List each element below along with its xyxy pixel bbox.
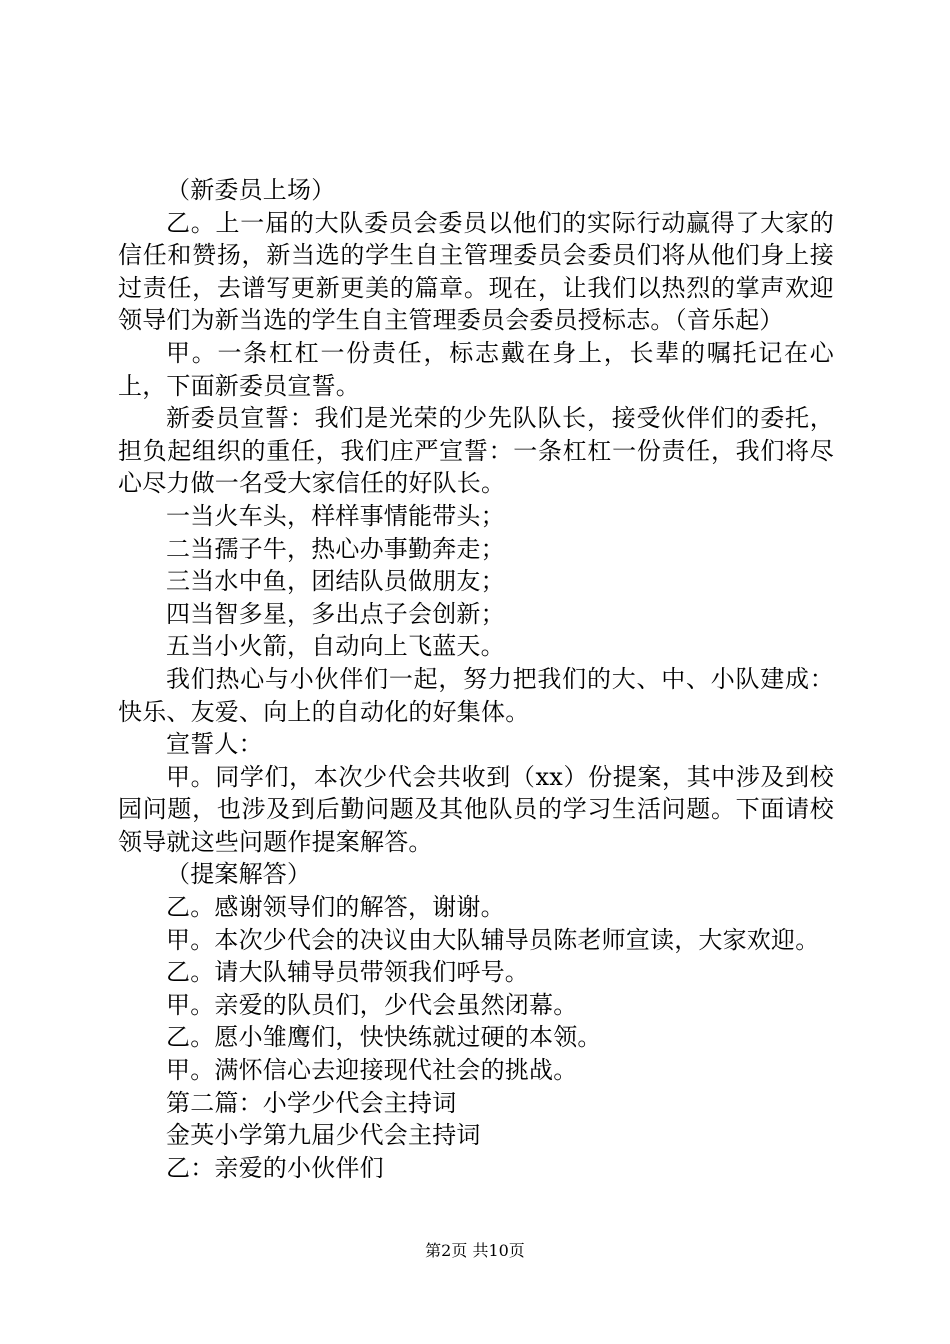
paragraph: 宣誓人： <box>166 730 263 759</box>
oath-line: 五当小火箭，自动向上飞蓝天。 <box>166 632 505 661</box>
paragraph: 乙：亲爱的小伙伴们 <box>166 1153 384 1182</box>
section-heading: 第二篇：小学少代会主持词 <box>166 1088 457 1117</box>
document-body <box>118 174 834 1184</box>
paragraph: 乙。上一届的大队委员会委员以他们的实际行动赢得了大家的信任和赞扬，新当选的学生自主管理委员会委员们将从他们身上接过责任，去谱写更新更美的篇章。现在，让我们以热烈的掌声欢迎领导们为新当选的学生自主管理委员会委员授标志。（音乐起） <box>118 208 834 335</box>
paragraph: 乙。请大队辅导员带领我们呼号。 <box>166 958 529 987</box>
paragraph: 甲。亲爱的队员们，少代会虽然闭幕。 <box>166 990 578 1019</box>
paragraph: 甲。同学们，本次少代会共收到（xx）份提案，其中涉及到校园问题，也涉及到后勤问题及其他队员的学习生活问题。下面请校领导就这些问题作提案解答。 <box>118 762 834 856</box>
paragraph-stage-direction: （提案解答） <box>166 860 312 889</box>
paragraph: 乙。愿小雏鹰们，快快练就过硬的本领。 <box>166 1023 602 1052</box>
paragraph: 乙。感谢领导们的解答，谢谢。 <box>166 893 505 922</box>
oath-line: 三当水中鱼，团结队员做朋友； <box>166 567 505 596</box>
section-title: 金英小学第九届少代会主持词 <box>166 1121 481 1150</box>
oath-line: 一当火车头，样样事情能带头； <box>166 501 505 530</box>
oath-line: 二当孺子牛，热心办事勤奔走； <box>166 534 505 563</box>
paragraph-oath: 新委员宣誓：我们是光荣的少先队队长，接受伙伴们的委托，担负起组织的重任，我们庄严宣誓：一条杠杠一份责任，我们将尽心尽力做一名受大家信任的好队长。 <box>118 404 834 498</box>
page-footer: 第2页 共10页 <box>425 1241 525 1260</box>
paragraph: 甲。一条杠杠一份责任，标志戴在身上，长辈的嘱托记在心上，下面新委员宣誓。 <box>118 338 834 400</box>
paragraph: 我们热心与小伙伴们一起，努力把我们的大、中、小队建成：快乐、友爱、向上的自动化的好集体。 <box>118 664 834 726</box>
oath-line: 四当智多星，多出点子会创新； <box>166 599 505 628</box>
paragraph: 甲。本次少代会的决议由大队辅导员陈老师宣读，大家欢迎。 <box>166 925 820 954</box>
paragraph: 甲。满怀信心去迎接现代社会的挑战。 <box>166 1056 578 1085</box>
paragraph-stage-direction: （新委员上场） <box>166 176 336 204</box>
